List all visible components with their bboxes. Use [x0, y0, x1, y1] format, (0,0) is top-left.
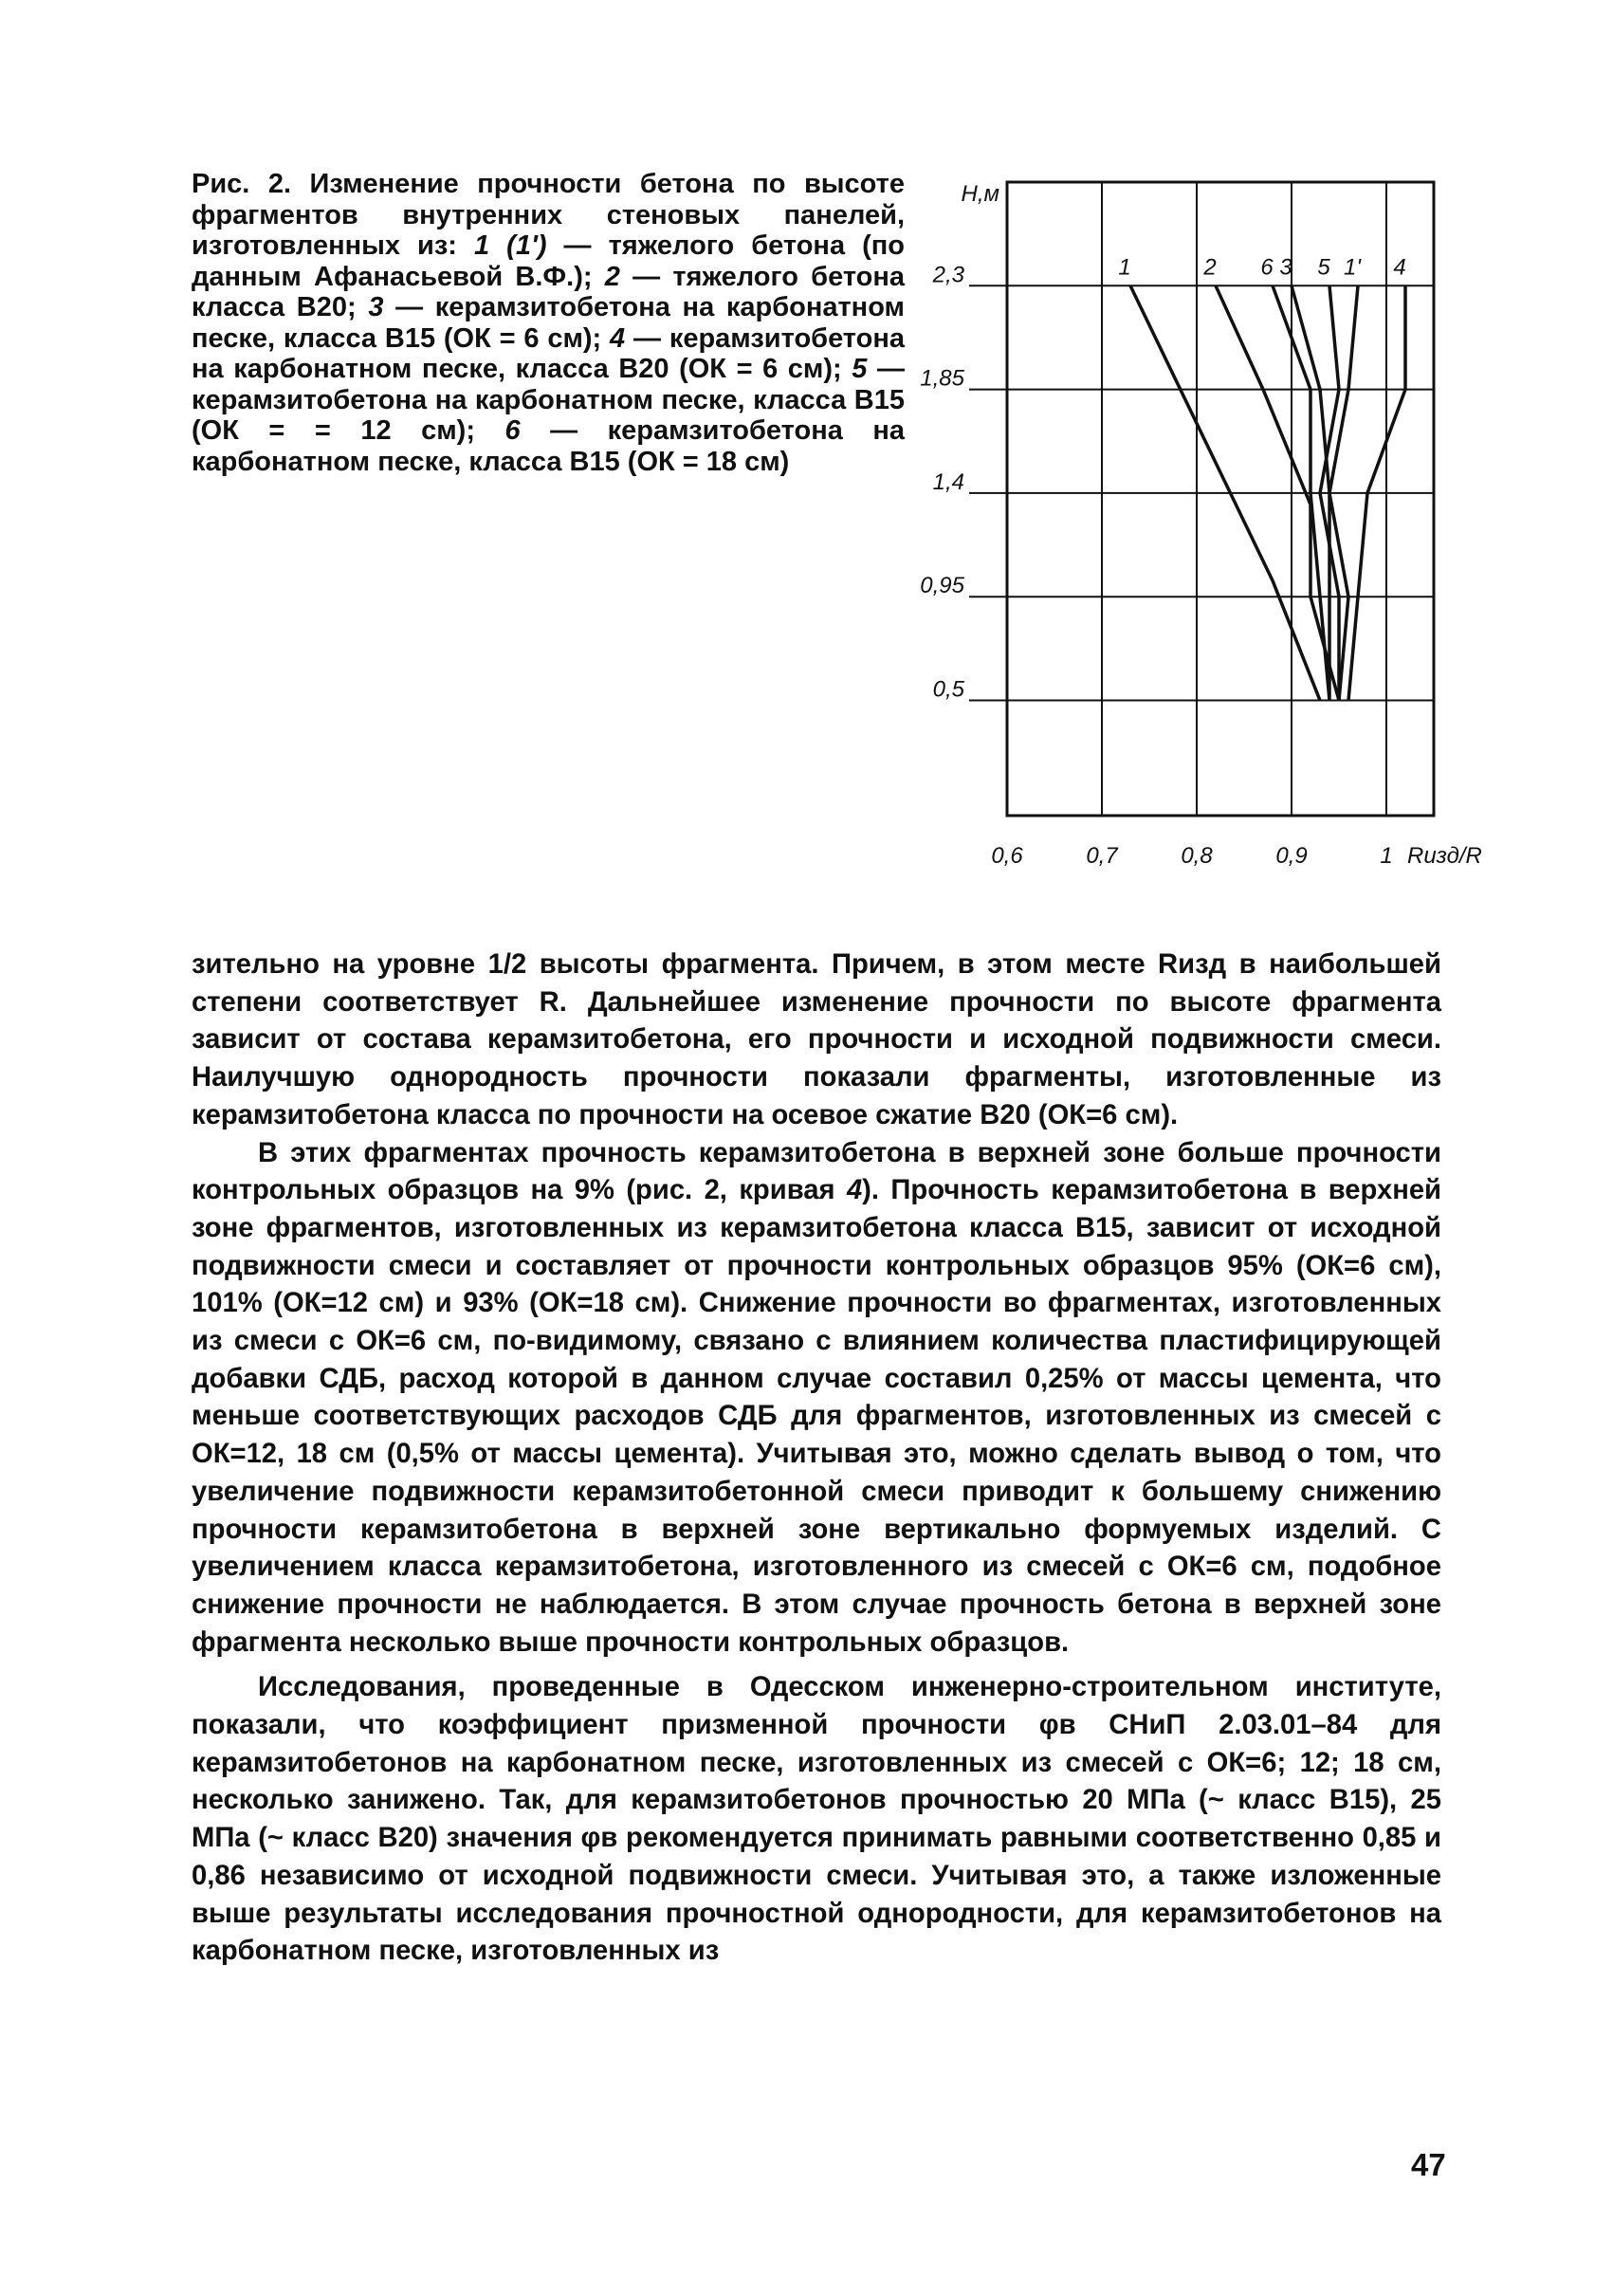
- series-label: 5: [1317, 254, 1330, 281]
- y-tick-label: 2,3: [932, 262, 964, 288]
- paragraph-2-part-a: В этих фрагментах прочность керамзитобетона в верхней зоне больше прочности контрольных образцов на 9% (рис. 2, кривая: [192, 1137, 1441, 1206]
- x-tick-label: 0,7: [1086, 843, 1118, 869]
- caption-item-text: — тяжелого бетона класса В20;: [192, 261, 905, 322]
- x-tick-label: 0,6: [991, 843, 1023, 869]
- page-number: 47: [1411, 2147, 1446, 2182]
- caption-item-text: — керамзитобетона на карбонатном песке, класса В20 (ОК = 6 см);: [192, 322, 905, 384]
- series-label: 6: [1260, 254, 1274, 281]
- x-axis-label: Rизд/R: [1407, 843, 1482, 869]
- series-label: 1': [1344, 254, 1361, 281]
- figure-caption: [192, 169, 905, 477]
- series-label: 2: [1203, 254, 1217, 281]
- caption-item-text: — керамзитобетона на карбонатном песке, класса В15 (ОК = 6 см);: [192, 292, 905, 354]
- caption-item-number: 4: [610, 322, 626, 354]
- paragraph-1: зительно на уровне 1/2 высоты фрагмента. Причем, в этом месте Rизд в наибольшей степени соответствует R. Дальнейшее изменение прочности по высоте фрагмента зависит от состава керамзитобетона, его прочности и исходной подвижности смеси. Наилучшую однородность прочности показали фрагменты, изготовленные из керамзитобетона класса по прочности на осевое сжатие В20 (ОК=6 см).: [192, 949, 1441, 1130]
- paragraph-3: Исследования, проведенные в Одесском инженерно-строительном институте, показали, что коэффициент призменной прочности φв СНиП 2.03.01–84 для керамзитобетонов на карбонатном песке, изготовленных из смесей с ОК=6; 12; 18 см, несколько занижено. Так, для керамзитобетонов прочностью 20 МПа (~ класс В15), 25 МПа (~ класс В20) значения φв рекомендуется принимать равными соответственно 0,85 и 0,86 независимо от исходной подвижности смеси. Учитывая это, а также изложенные выше результаты исследования прочностной однородности, для керамзитобетонов на карбонатном песке, изготовленных из: [192, 1672, 1441, 1967]
- paragraph-2: [192, 1135, 1441, 1662]
- caption-item-number: 3: [368, 292, 384, 322]
- plot-frame: [1007, 182, 1434, 816]
- caption-item-text: — керамзитобетона на карбонатном песке, класса В15 (ОК = = 12 см);: [192, 354, 905, 446]
- body-text: [192, 946, 1441, 1971]
- x-tick-label: 1: [1380, 843, 1393, 869]
- y-tick-label: 1,4: [932, 468, 964, 495]
- chart-canvas: [920, 142, 1482, 901]
- caption-item-number: 5: [852, 354, 868, 384]
- y-tick-label: 0,5: [932, 676, 964, 703]
- y-tick-label: 0,95: [920, 573, 964, 599]
- caption-item-text: — керамзитобетона на карбонатном песке, класса В15 (ОК = 18 см): [192, 415, 905, 477]
- paragraph-2-part-b: ). Прочность керамзитобетона в верхней зоне фрагментов, изготовленных из керамзитобетона класса В15, зависит от исходной подвижности смеси и составляет от прочности контрольных образцов 95% (ОК=6 см), 101% (ОК=12 см) и 93% (ОК=18 см). Снижение прочности во фрагментах, изготовленных из смеси с ОК=6 см, по-видимому, связано с влиянием количества пластифицирующей добавки СДБ, расход которой в данном случае составил 0,25% от массы цемента, что меньше соответствующих расходов СДБ для фрагментов, изготовленных из смесей с ОК=12, 18 см (0,5% от массы цемента). Учитывая это, можно сделать вывод о том, что увеличение подвижности керамзитобетонной смеси приводит к большему снижению прочности керамзитобетона в верхней зоне вертикально формуемых изделий. С увеличением класса керамзитобетона, изготовленного из смесей с ОК=6 см, подобное снижение прочности не наблюдается. В этом случае прочность бетона в верхней зоне фрагмента несколько выше прочности контрольных образцов.: [192, 1175, 1442, 1658]
- y-axis-label: Н,м: [961, 181, 999, 207]
- x-tick-label: 0,9: [1275, 843, 1308, 869]
- series-label: 1: [1118, 254, 1131, 281]
- caption-title: Рис. 2. Изменение прочности бетона по высоте фрагментов внутренних стеновых панелей, изготовленных из:: [192, 169, 905, 261]
- y-tick-label: 1,85: [920, 365, 964, 392]
- curve-number: 4: [846, 1175, 863, 1206]
- x-tick-label: 0,8: [1181, 843, 1213, 869]
- caption-item-text: — тяжелого бетона (по данным Афанасьевой В.Ф.);: [192, 230, 905, 292]
- series-label: 4: [1393, 254, 1406, 281]
- caption-item-number: 2: [604, 261, 620, 292]
- caption-item-number: 1 (1'): [474, 230, 547, 261]
- series-label: 3: [1279, 254, 1292, 281]
- caption-item-number: 6: [504, 415, 521, 446]
- strength-height-chart: [920, 142, 1482, 901]
